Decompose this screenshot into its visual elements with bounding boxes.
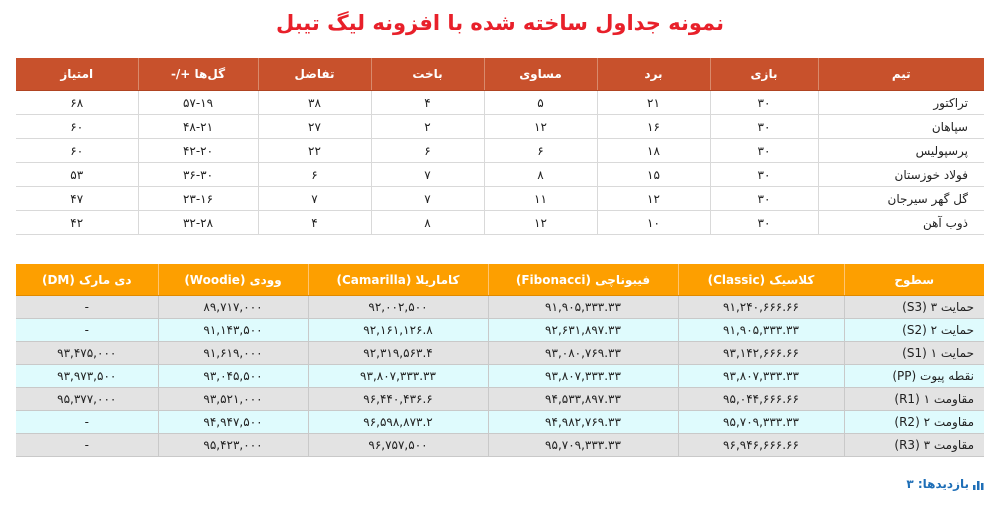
table-cell: ۹۱,۲۴۰,۶۶۶.۶۶ xyxy=(678,296,844,319)
table-cell: ۷ xyxy=(371,163,484,187)
column-header: باخت xyxy=(371,58,484,91)
table-cell: ۶۰ xyxy=(16,115,138,139)
table-cell: ۹۳,۰۸۰,۷۶۹.۳۳ xyxy=(488,342,678,365)
table-cell: ۹۱,۹۰۵,۳۳۳.۳۳ xyxy=(488,296,678,319)
column-header: تفاضل xyxy=(258,58,371,91)
level-cell: مقاومت ۱ (R1) xyxy=(844,388,984,411)
table-cell: ۱۲ xyxy=(597,187,710,211)
table-cell: ۶ xyxy=(258,163,371,187)
table-cell: ۷ xyxy=(371,187,484,211)
table-cell: ۲۷ xyxy=(258,115,371,139)
table-cell: ۴۷ xyxy=(16,187,138,211)
table-cell: ۹۳,۸۰۷,۳۳۳.۳۳ xyxy=(488,365,678,388)
table-cell: ۱۶ xyxy=(597,115,710,139)
table-cell: ۵۷-۱۹ xyxy=(138,91,258,115)
table-cell: ۹۴,۹۸۲,۷۶۹.۳۳ xyxy=(488,411,678,434)
table-row xyxy=(16,163,984,187)
column-header: برد xyxy=(597,58,710,91)
table-cell: ۶۸ xyxy=(16,91,138,115)
table-cell: ۳۰ xyxy=(710,139,818,163)
table-cell: ۹۲,۰۰۲,۵۰۰ xyxy=(308,296,488,319)
table-cell: - xyxy=(16,296,158,319)
column-header: امتیاز xyxy=(16,58,138,91)
table-cell: ۹۴,۹۴۷,۵۰۰ xyxy=(158,411,308,434)
team-cell: سپاهان xyxy=(818,115,984,139)
table-cell: ۸ xyxy=(371,211,484,235)
table-cell: ۹۳,۴۷۵,۰۰۰ xyxy=(16,342,158,365)
table-cell: ۳۸ xyxy=(258,91,371,115)
table-cell: ۳۰ xyxy=(710,211,818,235)
table-cell: ۴۲-۲۰ xyxy=(138,139,258,163)
table-cell: ۳۰ xyxy=(710,163,818,187)
table-cell: ۹۵,۷۰۹,۳۳۳.۳۳ xyxy=(488,434,678,457)
table-cell: ۲ xyxy=(371,115,484,139)
table-cell: ۳۶-۳۰ xyxy=(138,163,258,187)
column-header: کاماریلا (Camarilla) xyxy=(308,264,488,296)
table-cell: ۹۶,۷۵۷,۵۰۰ xyxy=(308,434,488,457)
table-cell: ۱۱ xyxy=(484,187,597,211)
table-cell: ۴۸-۲۱ xyxy=(138,115,258,139)
table-cell: ۹۵,۰۴۴,۶۶۶.۶۶ xyxy=(678,388,844,411)
team-cell: ذوب آهن xyxy=(818,211,984,235)
column-header: دی مارک (DM) xyxy=(16,264,158,296)
table-row xyxy=(16,388,984,411)
table-cell: ۷ xyxy=(258,187,371,211)
table-cell: ۹۲,۱۶۱,۱۲۶.۸ xyxy=(308,319,488,342)
table-cell: ۸ xyxy=(484,163,597,187)
table-row xyxy=(16,115,984,139)
table-row xyxy=(16,342,984,365)
league-table xyxy=(16,58,984,235)
table-cell: - xyxy=(16,434,158,457)
table-cell: ۹۵,۳۷۷,۰۰۰ xyxy=(16,388,158,411)
visits-counter xyxy=(906,477,984,491)
table-cell: ۹۵,۷۰۹,۳۳۳.۳۳ xyxy=(678,411,844,434)
table-cell: ۹۱,۶۱۹,۰۰۰ xyxy=(158,342,308,365)
column-header: مساوی xyxy=(484,58,597,91)
column-header: وودی (Woodie) xyxy=(158,264,308,296)
table-cell: ۵۳ xyxy=(16,163,138,187)
table-row xyxy=(16,296,984,319)
column-header: بازی xyxy=(710,58,818,91)
bar-chart-icon xyxy=(973,479,984,490)
table-cell: ۶۰ xyxy=(16,139,138,163)
table-cell: ۹۴,۵۳۳,۸۹۷.۳۳ xyxy=(488,388,678,411)
pivot-header-row xyxy=(16,264,984,296)
table-cell: ۵ xyxy=(484,91,597,115)
team-cell: تراکتور xyxy=(818,91,984,115)
table-row xyxy=(16,91,984,115)
table-row xyxy=(16,365,984,388)
team-cell: فولاد خوزستان xyxy=(818,163,984,187)
level-cell: نقطه پیوت (PP) xyxy=(844,365,984,388)
page-title: نمونه جداول ساخته شده با افزونه لیگ تیبل xyxy=(275,11,724,35)
table-cell: ۹۳,۵۲۱,۰۰۰ xyxy=(158,388,308,411)
table-cell: ۱۲ xyxy=(484,211,597,235)
table-cell: ۹۳,۰۴۵,۵۰۰ xyxy=(158,365,308,388)
table-cell: ۹۶,۴۴۰,۴۳۶.۶ xyxy=(308,388,488,411)
table-cell: ۸۹,۷۱۷,۰۰۰ xyxy=(158,296,308,319)
table-cell: ۹۳,۱۴۲,۶۶۶.۶۶ xyxy=(678,342,844,365)
table-cell: ۲۱ xyxy=(597,91,710,115)
column-header: گل‌ها +/- xyxy=(138,58,258,91)
table-cell: ۴ xyxy=(258,211,371,235)
table-row xyxy=(16,319,984,342)
column-header: سطوح xyxy=(844,264,984,296)
table-cell: - xyxy=(16,411,158,434)
table-cell: ۱۲ xyxy=(484,115,597,139)
table-cell: ۱۰ xyxy=(597,211,710,235)
table-cell: ۹۶,۵۹۸,۸۷۳.۲ xyxy=(308,411,488,434)
table-cell: ۹۲,۶۳۱,۸۹۷.۳۳ xyxy=(488,319,678,342)
column-header: فیبوناچی (Fibonacci) xyxy=(488,264,678,296)
pivot-points-table xyxy=(16,264,984,457)
table-cell: ۹۵,۴۲۳,۰۰۰ xyxy=(158,434,308,457)
column-header: کلاسیک (Classic) xyxy=(678,264,844,296)
table-cell: ۳۲-۲۸ xyxy=(138,211,258,235)
table-row xyxy=(16,187,984,211)
table-cell: ۴۲ xyxy=(16,211,138,235)
table-cell: ۱۵ xyxy=(597,163,710,187)
table-cell: ۹۳,۹۷۳,۵۰۰ xyxy=(16,365,158,388)
level-cell: حمایت ۱ (S1) xyxy=(844,342,984,365)
table-cell: - xyxy=(16,319,158,342)
table-cell: ۹۲,۳۱۹,۵۶۳.۴ xyxy=(308,342,488,365)
table-cell: ۱۸ xyxy=(597,139,710,163)
table-cell: ۹۱,۹۰۵,۳۳۳.۳۳ xyxy=(678,319,844,342)
table-cell: ۲۳-۱۶ xyxy=(138,187,258,211)
table-cell: ۶ xyxy=(371,139,484,163)
column-header: تیم xyxy=(818,58,984,91)
level-cell: حمایت ۲ (S2) xyxy=(844,319,984,342)
table-cell: ۲۲ xyxy=(258,139,371,163)
table-cell: ۴ xyxy=(371,91,484,115)
table-cell: ۶ xyxy=(484,139,597,163)
table-cell: ۳۰ xyxy=(710,187,818,211)
table-row xyxy=(16,434,984,457)
table-cell: ۹۳,۸۰۷,۳۳۳.۳۳ xyxy=(678,365,844,388)
table-cell: ۳۰ xyxy=(710,91,818,115)
table-cell: ۹۱,۱۴۳,۵۰۰ xyxy=(158,319,308,342)
table-cell: ۹۶,۹۴۶,۶۶۶.۶۶ xyxy=(678,434,844,457)
team-cell: گل گهر سیرجان xyxy=(818,187,984,211)
league-header-row xyxy=(16,58,984,91)
visits-label: بازدیدها: ۳ xyxy=(906,477,969,491)
table-cell: ۹۳,۸۰۷,۳۳۳.۳۳ xyxy=(308,365,488,388)
table-row xyxy=(16,411,984,434)
level-cell: حمایت ۳ (S3) xyxy=(844,296,984,319)
table-row xyxy=(16,211,984,235)
level-cell: مقاومت ۳ (R3) xyxy=(844,434,984,457)
table-row xyxy=(16,139,984,163)
table-cell: ۳۰ xyxy=(710,115,818,139)
team-cell: پرسپولیس xyxy=(818,139,984,163)
level-cell: مقاومت ۲ (R2) xyxy=(844,411,984,434)
